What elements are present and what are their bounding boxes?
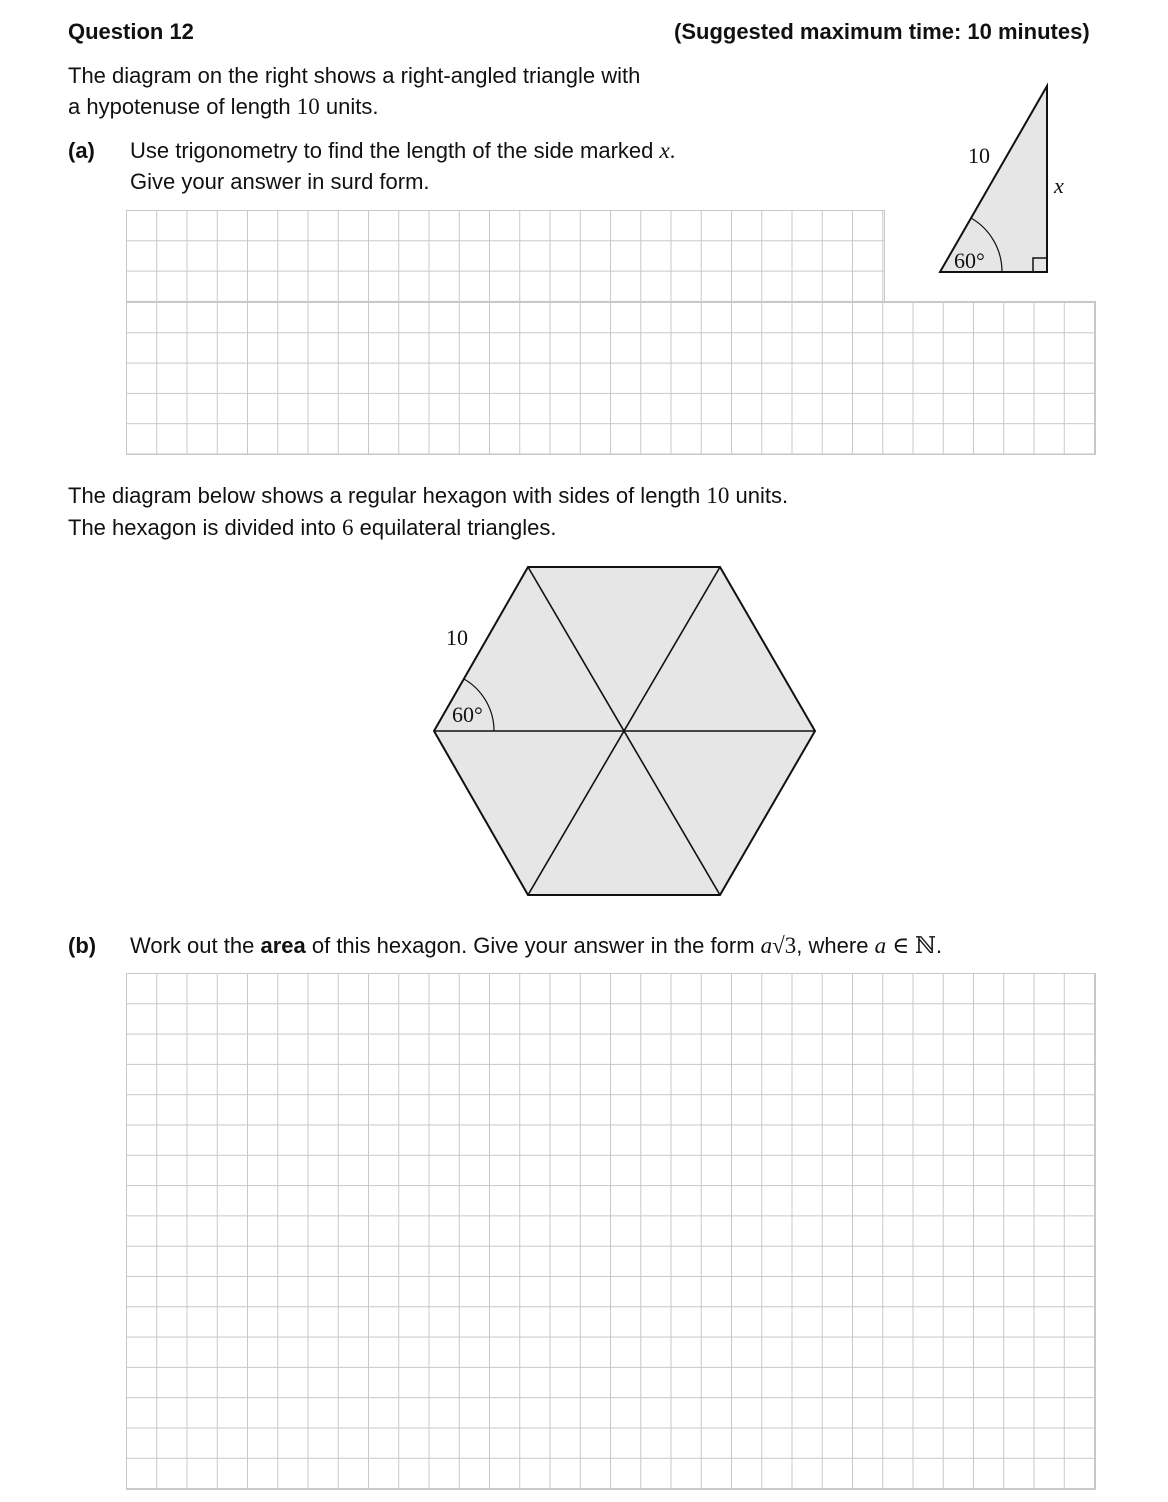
answer-grid-a-bottom[interactable]: [126, 301, 1096, 455]
answer-grid-b[interactable]: [126, 973, 1096, 1490]
set-variable-a: a: [874, 933, 887, 958]
part-a-label: (a): [68, 138, 95, 163]
part-b-text-start: Work out the: [130, 933, 255, 958]
intro-line-1: The diagram on the right shows a right-angled triangle with: [68, 63, 641, 88]
part-b-label: (b): [68, 933, 97, 958]
hexagon-diagram: [420, 555, 830, 905]
part-b-question: [130, 930, 942, 961]
hexagon-side-label: 10: [446, 625, 468, 650]
natural-numbers-set: ∈ ℕ: [892, 933, 936, 958]
hexagon-intro-line-2: [68, 512, 557, 543]
part-b-period: .: [936, 933, 943, 958]
side-x-variable: x: [659, 138, 670, 163]
triangle-hypotenuse-label: 10: [968, 143, 990, 168]
form-variable-a: a: [760, 933, 773, 958]
hexagon-intro-2-text: The hexagon is divided into: [68, 515, 336, 540]
right-triangle-shape: [940, 86, 1047, 272]
part-b-area-keyword: area: [260, 933, 306, 958]
intro-line-2: [68, 91, 378, 122]
part-a-question: [130, 135, 675, 166]
hexagon-side-value: 10: [706, 483, 730, 508]
hypotenuse-length-value: 10: [296, 94, 320, 119]
part-a-question-text: Use trigonometry to find the length of the side marked: [130, 138, 654, 163]
part-a-instruction: Give your answer in surd form.: [130, 169, 430, 194]
right-triangle-diagram: [930, 80, 1070, 280]
hexagon-intro-line-1: [68, 480, 788, 511]
hexagon-angle-label: 60°: [452, 702, 483, 727]
part-a-period: .: [669, 138, 676, 163]
intro-line-2-text: a hypotenuse of length: [68, 94, 291, 119]
part-b-text-middle: of this hexagon. Give your answer in the form: [311, 933, 755, 958]
answer-grid-a-top[interactable]: [126, 210, 885, 304]
triangle-count-value: 6: [341, 515, 354, 540]
triangle-side-x-label: x: [1054, 173, 1064, 198]
part-b-where: , where: [796, 933, 869, 958]
hexagon-intro-text: The diagram below shows a regular hexagon with sides of length: [68, 483, 701, 508]
suggested-time: (Suggested maximum time: 10 minutes): [674, 19, 1090, 44]
hexagon-intro-2-end: equilateral triangles.: [359, 515, 557, 540]
triangle-angle-label: 60°: [954, 248, 985, 273]
intro-line-2-units: units.: [325, 94, 379, 119]
question-number: Question 12: [68, 19, 194, 44]
hexagon-intro-units: units.: [735, 483, 789, 508]
root-three: √3: [772, 933, 797, 958]
